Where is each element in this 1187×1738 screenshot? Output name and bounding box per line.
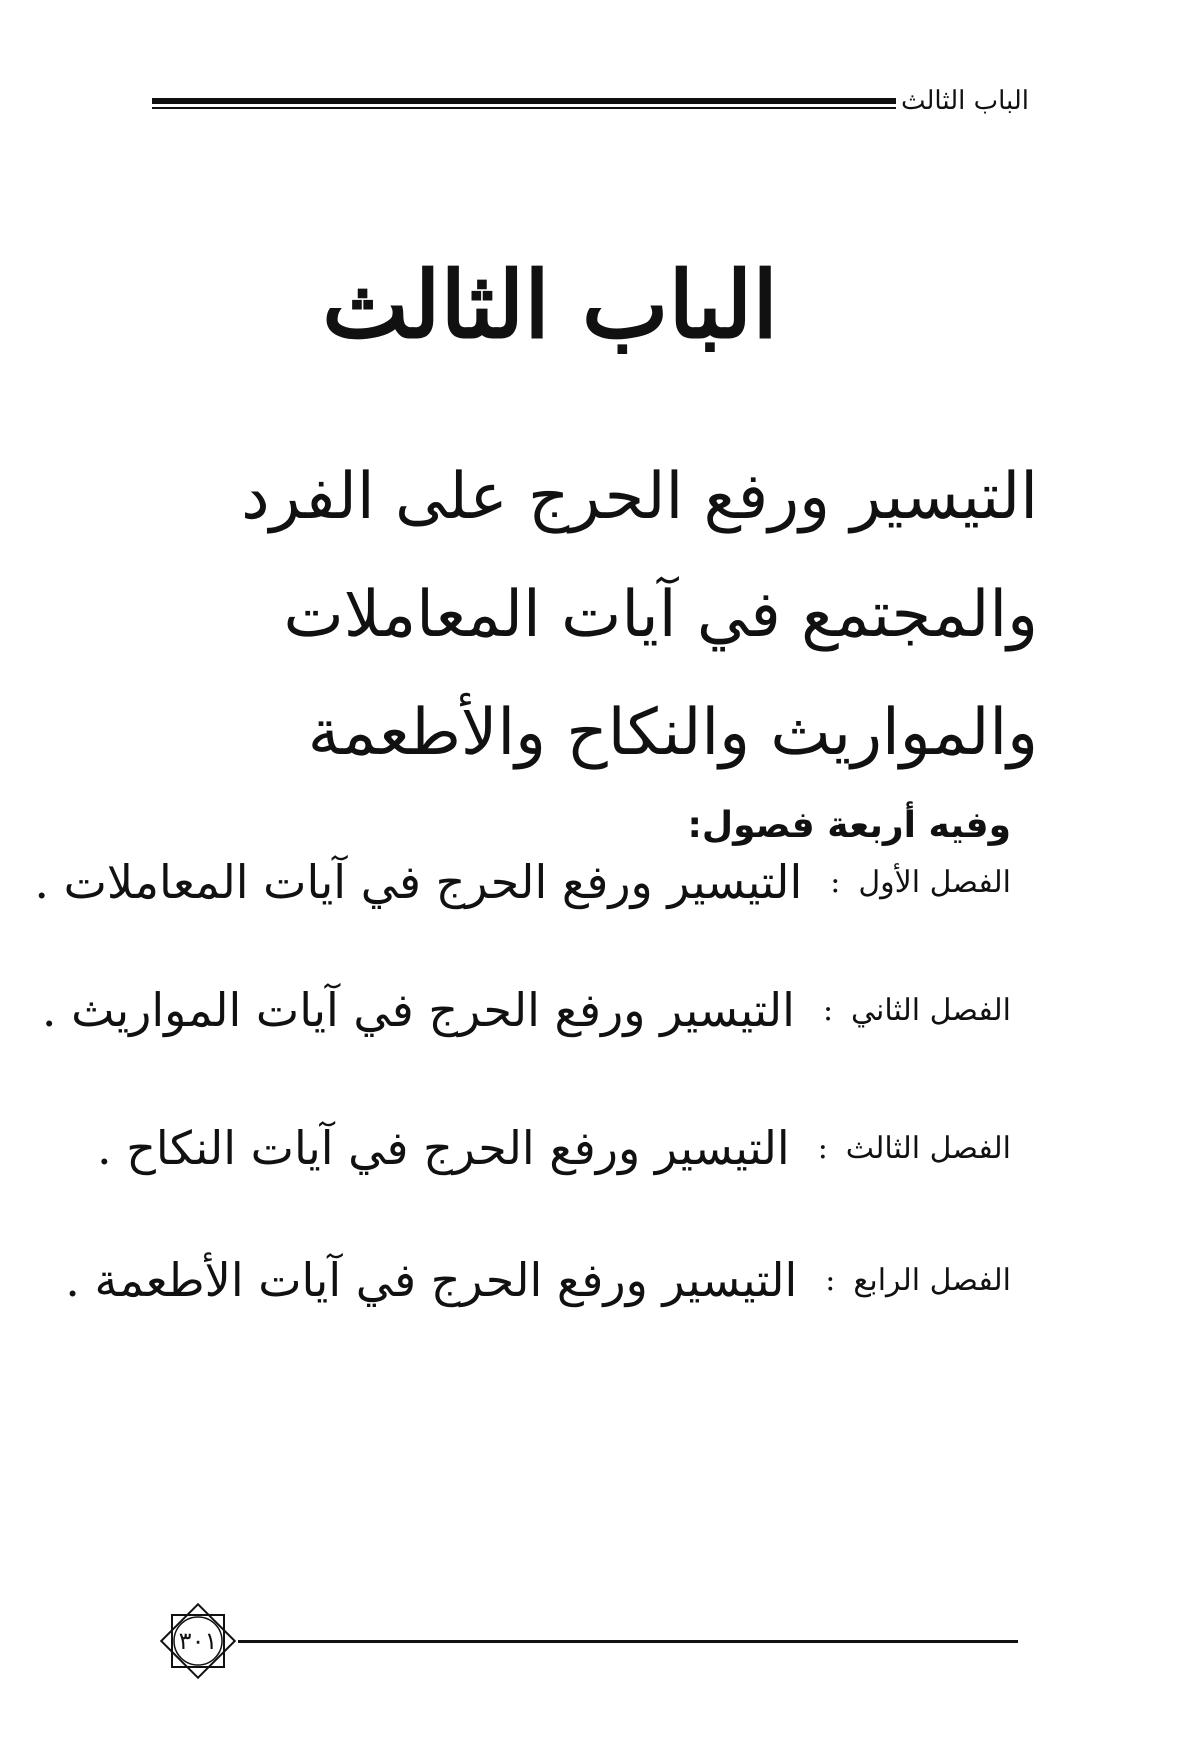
chapter-colon: : [817, 1130, 828, 1166]
chapter-colon: : [830, 864, 841, 900]
chapter-title: التيسير ورفع الحرج في آيات المعاملات . [34, 855, 803, 909]
chapter-label: الفصل الأول [858, 864, 1011, 900]
chapter-title: التيسير ورفع الحرج في آيات النكاح . [96, 1121, 790, 1175]
header-rule-thin-line [152, 107, 896, 109]
chapter-title: التيسير ورفع الحرج في آيات المواريث . [41, 983, 795, 1037]
chapter-4 [65, 1244, 1011, 1316]
part-subtitle: التيسير ورفع الحرج على الفرد والمجتمع في آيات المعاملات والمواريث والنكاح والأطعمة [241, 460, 1038, 770]
chapters-intro: وفيه أربعة فصول: [687, 805, 1011, 846]
chapter-label: الفصل الرابع [853, 1262, 1011, 1298]
header-rule-thick-line [152, 98, 896, 104]
chapter-colon: : [822, 992, 834, 1028]
running-header: الباب الثالث [900, 86, 1029, 116]
page-number: ٣٠١ [178, 1627, 218, 1655]
header-rule [152, 98, 896, 110]
chapter-label: الفصل الثالث [845, 1130, 1011, 1166]
chapter-2 [41, 974, 1011, 1046]
chapter-colon: : [825, 1262, 836, 1298]
chapter-1 [34, 846, 1011, 918]
part-title: الباب الثالث [322, 251, 778, 359]
page-number-badge [155, 1598, 241, 1684]
chapter-3 [96, 1112, 1011, 1184]
chapter-label: الفصل الثاني [851, 992, 1011, 1028]
footer-rule [238, 1640, 1018, 1643]
chapter-title: التيسير ورفع الحرج في آيات الأطعمة . [65, 1253, 798, 1307]
